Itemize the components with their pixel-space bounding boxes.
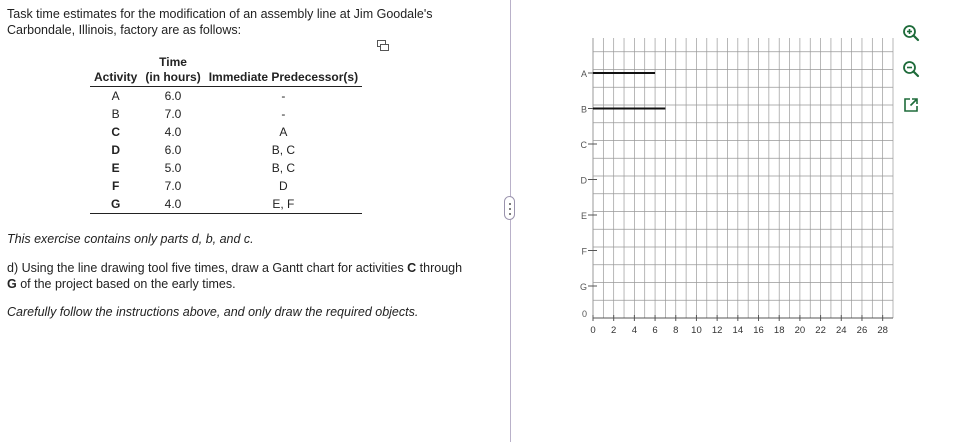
gantt-chart[interactable] (560, 30, 895, 340)
task-table (90, 55, 362, 214)
activity-cell: D (111, 143, 121, 157)
x-tick-label: 0 (590, 325, 596, 336)
time-cell: 6.0 (164, 143, 182, 157)
table-row (90, 105, 362, 123)
table-row (90, 195, 362, 214)
activity-cell: G (90, 195, 141, 214)
intro-text: Task time estimates for the modification of an assembly line at Jim Goodale's Carbondale, Illinois, factory are as follows: (7, 7, 433, 37)
copy-table-icon[interactable] (377, 40, 389, 52)
x-tick-label: 24 (835, 325, 847, 336)
x-tick-label: 20 (794, 325, 806, 336)
activity-cell: C (111, 125, 121, 139)
y-tick-label: E (580, 211, 587, 221)
time-cell: 7.0 (164, 179, 182, 193)
caution-text: Carefully follow the instructions above, and only draw the required objects. (7, 305, 419, 319)
activity-cell: E (111, 161, 120, 175)
x-tick-label: 6 (652, 325, 658, 336)
x-tick-label: 8 (673, 325, 679, 336)
expand-icon (902, 96, 920, 114)
predecessor-cell: B, C (271, 143, 296, 157)
header-time-units: (in hours) (141, 70, 204, 87)
x-tick-label: 4 (631, 325, 638, 336)
x-tick-label: 16 (753, 325, 764, 336)
time-cell: 6.0 (164, 89, 182, 103)
time-cell: 4.0 (164, 125, 182, 139)
x-tick-label: 28 (877, 325, 888, 336)
header-predecessor: Immediate Predecessor(s) (205, 70, 362, 87)
x-tick-label: 12 (711, 325, 723, 336)
x-tick-label: 18 (773, 325, 785, 336)
x-tick-label: 2 (611, 325, 617, 336)
x-tick-label: 26 (856, 325, 868, 336)
table-row (90, 141, 362, 159)
zoom-in-icon (902, 24, 920, 42)
predecessor-cell: B, C (271, 161, 296, 175)
activity-cell: A (111, 89, 120, 103)
x-tick-label: 10 (691, 325, 702, 336)
graph-toolbar (898, 20, 924, 128)
predecessor-cell: - (281, 107, 286, 121)
y-tick-label: B (580, 104, 587, 115)
y-tick-label: D (580, 175, 587, 186)
parts-note: This exercise contains only parts d, b, and c. (7, 232, 254, 246)
predecessor-cell: D (279, 179, 288, 193)
y-tick-label: A (580, 69, 587, 79)
time-cell: 5.0 (164, 161, 182, 175)
x-tick-label: 22 (815, 325, 826, 336)
time-cell: 4.0 (141, 195, 204, 214)
y-tick-label: G (579, 282, 587, 292)
table-row (90, 87, 362, 106)
y-tick-label: C (580, 140, 587, 150)
header-time: Time (159, 55, 187, 69)
y-tick-label: F (581, 246, 587, 257)
zoom-out-icon (902, 60, 920, 78)
table-row (90, 123, 362, 141)
resize-handle[interactable] (504, 196, 515, 220)
zoom-out-button[interactable] (898, 56, 924, 82)
activity-cell: F (112, 179, 120, 193)
time-cell: 7.0 (164, 107, 182, 121)
activity-cell: B (111, 107, 120, 121)
instruction-text: d) Using the line drawing tool five times, draw a Gantt chart for activities C through G of the project based on the early times. (7, 261, 463, 291)
pane-divider (510, 0, 511, 442)
header-activity: Activity (90, 70, 141, 87)
predecessor-cell: A (279, 125, 288, 139)
y-zero-label: 0 (581, 309, 587, 319)
header-blank (90, 55, 141, 70)
predecessor-cell: E, F (205, 195, 362, 214)
expand-button[interactable] (898, 92, 924, 118)
x-tick-label: 14 (732, 325, 744, 336)
table-row (90, 177, 362, 195)
table-row (90, 159, 362, 177)
predecessor-cell: - (281, 89, 286, 103)
zoom-in-button[interactable] (898, 20, 924, 46)
